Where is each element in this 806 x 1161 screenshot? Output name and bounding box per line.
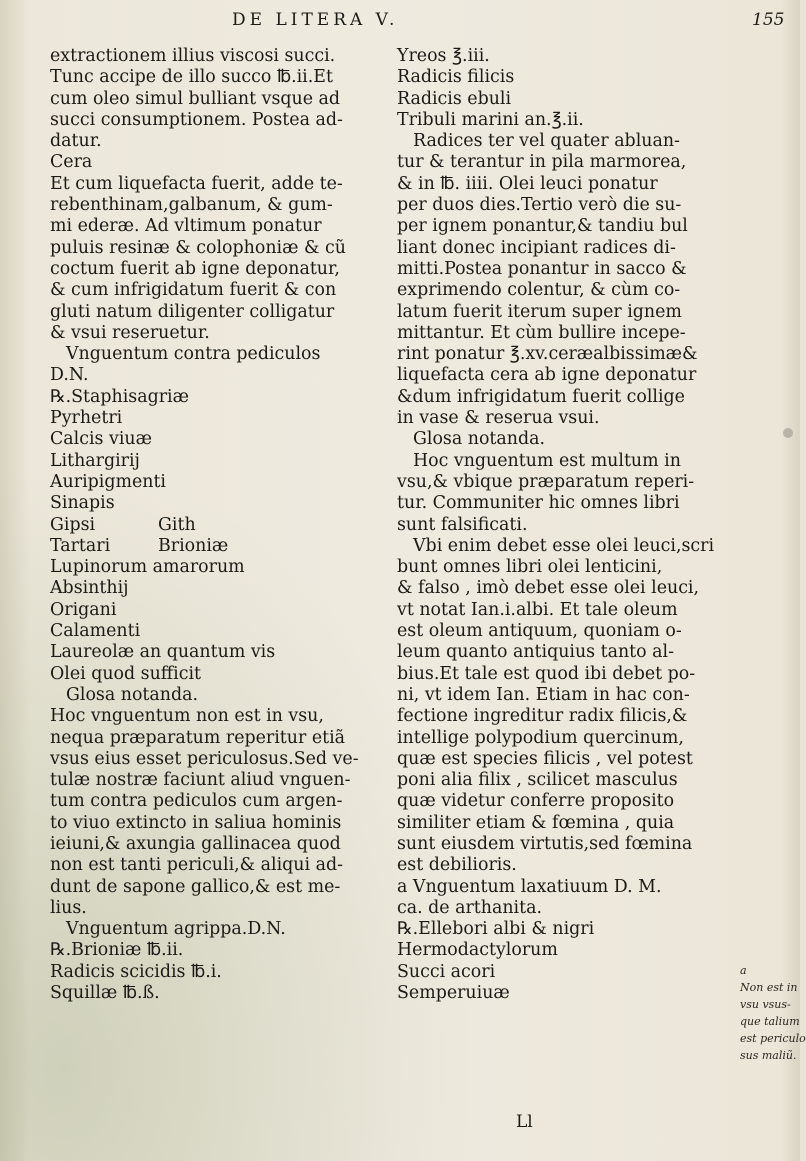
text-line: Lithargirij: [50, 450, 140, 471]
text-line: similiter etiam & fœmina , quia: [397, 812, 675, 833]
text-line: tur & terantur in pila marmorea,: [397, 152, 687, 173]
text-line: quæ est species filicis , vel potest: [397, 748, 693, 769]
text-line: ℞.Staphisagriæ: [50, 386, 189, 407]
text-line: nequa præparatum reperitur etiã: [50, 727, 346, 748]
text-line: Glosa notanda.: [413, 429, 546, 450]
text-line: tum contra pediculos cum argen-: [50, 791, 343, 812]
text-line: cum oleo simul bulliant vsque ad: [50, 88, 341, 109]
text-line: ℞.Brioniæ ℔.ii.: [50, 940, 184, 961]
text-line: Radicis scicidis ℔.i.: [50, 961, 222, 982]
text-line: to viuo extincto in saliua hominis: [50, 812, 342, 833]
text-line: ieiuni,& axungia gallinacea quod: [50, 833, 341, 854]
text-line: tulæ nostræ faciunt aliud vnguen-: [50, 770, 351, 791]
text-line: ni, vt idem Ian. Etiam in hac con-: [397, 684, 690, 705]
text-line: Semperuiuæ: [397, 983, 510, 1004]
text-line: & vsui reseruetur.: [50, 322, 210, 343]
running-header: [0, 6, 800, 36]
text-line: leum quanto antiquius tanto al-: [397, 642, 674, 663]
margin-note-line: sus maliũ.: [740, 1049, 797, 1062]
text-line: & in ℔. iiii. Olei leuci ponatur: [397, 173, 658, 194]
text-line: puluis resinæ & colophoniæ & cũ: [50, 237, 346, 258]
margin-note: [740, 962, 806, 1064]
text-line: Et cum liquefacta fuerit, adde te-: [50, 173, 343, 194]
text-line: vsu,& vbique præparatum reperi-: [397, 471, 695, 492]
text-line: Laureolæ an quantum vis: [50, 642, 276, 663]
text-line: Auripigmenti: [50, 471, 166, 492]
text-line: tur. Communiter hic omnes libri: [397, 493, 680, 514]
text-line-part: Gith: [158, 514, 196, 535]
text-line: Calcis viuæ: [50, 429, 152, 450]
text-line: extractionem illius viscosi succi.: [50, 46, 336, 66]
text-line: Vbi enim debet esse olei leuci,scri: [413, 535, 715, 556]
text-line: D.N.: [50, 365, 89, 386]
running-title: DE LITERA V.: [232, 10, 399, 30]
text-line: coctum fuerit ab igne deponatur,: [50, 258, 340, 279]
margin-note-line: est periculo: [740, 1032, 806, 1045]
text-line-part: Tartari: [50, 535, 111, 556]
text-line: mitti.Postea ponantur in sacco &: [397, 258, 687, 279]
text-line: Tribuli marini an.℥.ii.: [397, 109, 584, 130]
text-line: est oleum antiquum, quoniam o-: [397, 621, 682, 642]
text-line: Hermodactylorum: [397, 940, 558, 961]
text-line: poni alia filix , scilicet masculus: [397, 770, 678, 791]
text-line: Pyrhetri: [50, 408, 123, 429]
text-line: ℞.Ellebori albi & nigri: [397, 919, 595, 940]
text-line: lius.: [50, 897, 87, 918]
right-text-column: [397, 46, 727, 1004]
text-line: gluti natum diligenter colligatur: [50, 301, 335, 322]
text-line: Origani: [50, 599, 117, 620]
text-line: Sinapis: [50, 493, 115, 514]
text-line: Yreos ℥.iii.: [397, 46, 490, 66]
text-line: Absinthij: [50, 578, 129, 599]
text-line: [50, 536, 380, 557]
text-line: latum fuerit iterum super ignem: [397, 301, 682, 322]
text-line: exprimendo colentur, & cùm co-: [397, 280, 681, 301]
text-line: Cera: [50, 152, 93, 173]
margin-note-line: Non est in: [740, 981, 798, 994]
text-line: rebenthinam,galbanum, & gum-: [50, 195, 333, 216]
text-line: Succi acori: [397, 961, 496, 982]
text-line: liant donec incipiant radices di-: [397, 237, 676, 258]
page-number: 155: [752, 10, 785, 30]
text-line: a Vnguentum laxatiuum D. M.: [397, 876, 662, 897]
text-line: Hoc vnguentum est multum in: [413, 450, 681, 471]
text-line: Vnguentum agrippa.D.N.: [66, 919, 286, 940]
text-line: bunt omnes libri olei lenticini,: [397, 557, 663, 578]
margin-note-line: vsu vsus-: [740, 998, 791, 1011]
margin-note-marker: a: [740, 964, 747, 977]
text-line: Tunc accipe de illo succo ℔.ii.Et: [50, 67, 333, 88]
left-text-column: [50, 46, 380, 1004]
text-line: vsus eius esset periculosus.Sed ve-: [50, 748, 359, 769]
text-line: Olei quod sufficit: [50, 663, 201, 684]
text-line: Calamenti: [50, 621, 141, 642]
ink-spot: [783, 428, 793, 438]
text-line: Squillæ ℔.ß.: [50, 983, 160, 1004]
text-line: & cum infrigidatum fuerit & con: [50, 280, 337, 301]
text-line: mi ederæ. Ad vltimum ponatur: [50, 216, 322, 237]
text-line: sunt eiusdem virtutis,sed fœmina: [397, 833, 693, 854]
text-line: in vase & reserua vsui.: [397, 408, 600, 429]
text-line: &dum infrigidatum fuerit collige: [397, 386, 685, 407]
text-line: fectione ingreditur radix filicis,&: [397, 706, 688, 727]
text-line: Hoc vnguentum non est in vsu,: [50, 706, 324, 727]
text-line: per ignem ponantur,& tandiu bul: [397, 216, 688, 237]
text-line: Radices ter vel quater abluan-: [413, 131, 680, 152]
text-line: mittantur. Et cùm bullire incepe-: [397, 322, 686, 343]
catchword: Ll: [516, 1112, 533, 1132]
text-line: Glosa notanda.: [66, 684, 199, 705]
text-line: ca. de arthanita.: [397, 897, 543, 918]
text-line: Radicis filicis: [397, 67, 515, 88]
text-line: quæ videtur conferre proposito: [397, 791, 675, 812]
text-line: Lupinorum amarorum: [50, 557, 245, 578]
text-line: rint ponatur ℥.xv.ceræalbissimæ&: [397, 344, 698, 365]
text-line: Radicis ebuli: [397, 88, 512, 109]
text-line: per duos dies.Tertio verò die su-: [397, 195, 682, 216]
text-line: vt notat Ian.i.albi. Et tale oleum: [397, 599, 678, 620]
text-line: liquefacta cera ab igne deponatur: [397, 365, 697, 386]
margin-note-line: que talium: [740, 1015, 800, 1028]
text-line: [50, 515, 380, 536]
text-line: dunt de sapone gallico,& est me-: [50, 876, 341, 897]
text-line: sunt falsificati.: [397, 514, 528, 535]
text-line-part: Gipsi: [50, 514, 96, 535]
text-line: bius.Et tale est quod ibi debet po-: [397, 663, 696, 684]
text-line-part: Brioniæ: [158, 535, 229, 556]
text-line: non est tanti periculi,& aliqui ad-: [50, 855, 343, 876]
text-line: est debilioris.: [397, 855, 517, 876]
text-line: & falso , imò debet esse olei leuci,: [397, 578, 700, 599]
text-line: Vnguentum contra pediculos: [66, 344, 321, 365]
text-line: datur.: [50, 131, 102, 152]
text-line: intellige polypodium quercinum,: [397, 727, 684, 748]
text-line: succi consumptionem. Postea ad-: [50, 109, 343, 130]
